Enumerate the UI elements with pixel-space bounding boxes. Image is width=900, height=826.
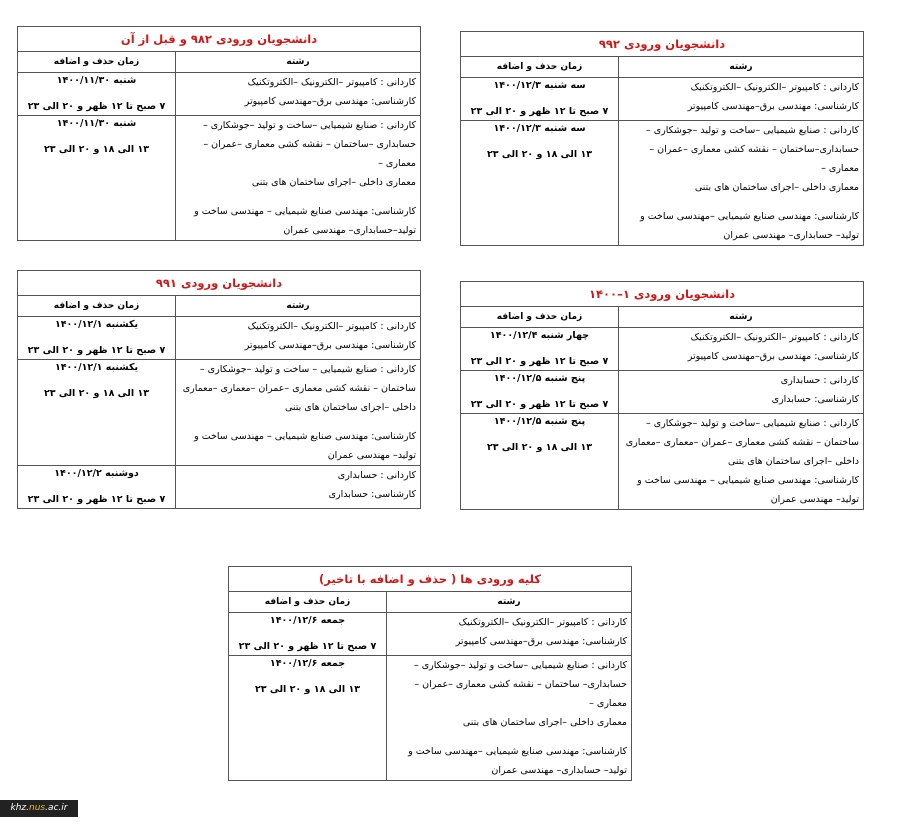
major-line: داخلی –اجرای ساختمان های بتنی: [727, 456, 860, 467]
major-line: کارشناسی: مهندسی برق–مهندسی کامپیوتر: [687, 351, 860, 362]
major-cell: [176, 360, 421, 466]
time-range: ۱۳ الی ۱۸ و ۲۰ الی ۲۳: [254, 684, 361, 695]
major-line: تولید– مهندسی عمران: [770, 494, 860, 505]
schedule-table-late: [228, 566, 632, 781]
major-line: داخلی –اجرای ساختمان های بتنی: [284, 402, 416, 413]
time-cell: [18, 360, 176, 466]
major-cell: [176, 317, 421, 360]
time-cell: [18, 317, 176, 360]
major-line: ساختمان – نقشه کشی معماری –عمران –معماری –معماری: [182, 383, 416, 394]
line-gap: [623, 197, 859, 207]
major-line: معماری داخلی –اجرای ساختمان های بتنی: [251, 177, 417, 188]
major-line: کارشناسی: مهندسی صنایع شیمیایی – مهندسی ساخت و: [637, 475, 860, 486]
major-line: معماری داخلی –اجرای ساختمان های بتنی: [694, 182, 859, 193]
major-cell: [176, 116, 421, 241]
table-row: [18, 360, 421, 466]
time-range: ۷ صبح تا ۱۲ ظهر و ۲۰ الی ۲۳: [470, 106, 609, 117]
major-line: کارشناسی: مهندسی صنایع شیمیایی –مهندسی ساخت و: [408, 746, 627, 757]
column-header-time: زمان حذف و اضافه: [18, 52, 176, 73]
major-cell: [387, 656, 632, 781]
major-line: تولید– حسابداری– مهندسی عمران: [723, 230, 859, 241]
table-row: [18, 73, 421, 116]
major-cell: [619, 414, 864, 510]
time-cell: [461, 371, 619, 414]
table-title: دانشجویان ورودی ۹۹۲: [461, 32, 864, 57]
schedule-table-992: [460, 31, 864, 246]
table-row: [461, 121, 864, 246]
table-row: [229, 613, 632, 656]
table-row: [461, 414, 864, 510]
major-line: حسابداری– ساختمان – نقشه کشی معماری –عمران –معماری –: [414, 679, 627, 709]
time-range: ۱۳ الی ۱۸ و ۲۰ الی ۲۳: [486, 149, 593, 160]
major-line: حسابداری –ساختمان – نقشه کشی معماری –عمران –معماری –: [203, 139, 417, 169]
table-title: دانشجویان ورودی ۹۸۲ و قبل از آن: [18, 27, 421, 52]
time-range: ۷ صبح تا ۱۲ ظهر و ۲۰ الی ۲۳: [470, 356, 609, 367]
time-range: ۷ صبح تا ۱۲ ظهر و ۲۰ الی ۲۳: [27, 494, 166, 505]
major-line: کاردانی : کامپیوتر –الکترونیک –الکتروتکنیک: [247, 77, 417, 88]
column-header-time: زمان حذف و اضافه: [461, 57, 619, 78]
major-line: کارشناسی: مهندسی برق–مهندسی کامپیوتر: [455, 636, 627, 647]
table-title: دانشجویان ورودی ۹۹۱: [18, 271, 421, 296]
day-date: دوشنبه ۱۴۰۰/۱۲/۲: [54, 468, 139, 479]
time-range: ۱۳ الی ۱۸ و ۲۰ الی ۲۳: [43, 144, 150, 155]
time-cell: [461, 328, 619, 371]
time-cell: [18, 116, 176, 241]
column-header-major: رشته: [619, 57, 864, 78]
time-cell: [18, 466, 176, 509]
major-line: معماری داخلی –اجرای ساختمان های بتنی: [462, 717, 627, 728]
line-gap: [180, 192, 416, 202]
major-line: تولید– مهندسی عمران: [327, 450, 416, 461]
time-cell: [229, 613, 387, 656]
major-cell: [176, 466, 421, 509]
major-line: کاردانی : کامپیوتر –الکترونیک –الکتروتکنیک: [458, 617, 627, 628]
table-title: کلیه ورودی ها ( حذف و اضافه با تاخیر): [229, 567, 632, 592]
column-header-major: رشته: [387, 592, 632, 613]
day-date: شنبه ۱۴۰۰/۱۱/۳۰: [56, 75, 137, 86]
major-line: کارشناسی: مهندسی صنایع شیمیایی –مهندسی ساخت و: [640, 211, 859, 222]
major-line: کاردانی : کامپیوتر –الکترونیک –الکتروتکنیک: [247, 321, 416, 332]
line-gap: [180, 417, 416, 427]
major-cell: [619, 371, 864, 414]
day-date: چهار شنبه ۱۴۰۰/۱۲/۴: [489, 330, 590, 341]
time-range: ۷ صبح تا ۱۲ ظهر و ۲۰ الی ۲۳: [470, 399, 609, 410]
day-date: شنبه ۱۴۰۰/۱۱/۳۰: [56, 118, 137, 129]
column-header-major: رشته: [619, 307, 864, 328]
line-gap: [391, 732, 627, 742]
major-line: کاردانی : حسابداری: [780, 375, 860, 386]
major-line: کاردانی : صنایع شیمیایی –ساخت و تولید –جوشکاری –: [413, 660, 627, 671]
column-header-time: زمان حذف و اضافه: [229, 592, 387, 613]
major-line: کارشناسی: مهندسی برق–مهندسی کامپیوتر: [244, 340, 416, 351]
time-cell: [461, 121, 619, 246]
major-line: تولید–حسابداری– مهندسی عمران: [283, 225, 417, 236]
major-line: کاردانی : صنایع شیمیایی –ساخت و تولید –جوشکاری –: [645, 418, 860, 429]
major-line: ساختمان – نقشه کشی معماری –عمران –معماری –معماری: [625, 437, 860, 448]
time-cell: [229, 656, 387, 781]
major-line: کارشناسی: مهندسی برق–مهندسی کامپیوتر: [244, 96, 417, 107]
major-line: کارشناسی: مهندسی برق–مهندسی کامپیوتر: [687, 101, 859, 112]
day-date: جمعه ۱۴۰۰/۱۲/۶: [269, 615, 346, 626]
day-date: یکشنبه ۱۴۰۰/۱۲/۱: [54, 319, 139, 330]
table-row: [461, 78, 864, 121]
major-line: حسابداری–ساختمان – نقشه کشی معماری –عمران –معماری –: [649, 144, 859, 174]
major-cell: [387, 613, 632, 656]
major-cell: [619, 78, 864, 121]
time-range: ۷ صبح تا ۱۲ ظهر و ۲۰ الی ۲۳: [27, 101, 166, 112]
schedule-table-991: [17, 270, 421, 509]
time-range: ۷ صبح تا ۱۲ ظهر و ۲۰ الی ۲۳: [27, 345, 166, 356]
major-cell: [176, 73, 421, 116]
table-row: [461, 371, 864, 414]
major-line: کاردانی : حسابداری: [337, 470, 416, 481]
day-date: یکشنبه ۱۴۰۰/۱۲/۱: [54, 362, 139, 373]
major-cell: [619, 121, 864, 246]
major-line: کاردانی : صنایع شیمیایی –ساخت و تولید –جوشکاری –: [202, 120, 417, 131]
table-title: دانشجویان ورودی ۱–۱۴۰۰: [461, 282, 864, 307]
column-header-time: زمان حذف و اضافه: [461, 307, 619, 328]
time-cell: [461, 78, 619, 121]
major-cell: [619, 328, 864, 371]
major-line: کاردانی : صنایع شیمیایی – ساخت و تولید –جوشکاری –: [199, 364, 416, 375]
column-header-major: رشته: [176, 52, 421, 73]
major-line: کاردانی : کامپیوتر –الکترونیک –الکتروتکنیک: [690, 332, 860, 343]
column-header-major: رشته: [176, 296, 421, 317]
major-line: تولید– حسابداری– مهندسی عمران: [491, 765, 627, 776]
time-cell: [18, 73, 176, 116]
major-line: کارشناسی: حسابداری: [328, 489, 416, 500]
schedule-table-1400-1: [460, 281, 864, 510]
column-header-time: زمان حذف و اضافه: [18, 296, 176, 317]
table-row: [229, 656, 632, 781]
major-line: کارشناسی: حسابداری: [771, 394, 860, 405]
day-date: پنج شنبه ۱۴۰۰/۱۲/۵: [493, 373, 586, 384]
site-watermark: khz.nus.ac.ir: [0, 800, 78, 817]
major-line: کاردانی : صنایع شیمیایی –ساخت و تولید –جوشکاری –: [645, 125, 859, 136]
day-date: سه شنبه ۱۴۰۰/۱۲/۳: [493, 123, 586, 134]
major-line: کارشناسی: مهندسی صنایع شیمیایی – مهندسی ساخت و: [194, 206, 417, 217]
time-range: ۷ صبح تا ۱۲ ظهر و ۲۰ الی ۲۳: [238, 641, 377, 652]
schedule-table-982: [17, 26, 421, 241]
time-cell: [461, 414, 619, 510]
day-date: جمعه ۱۴۰۰/۱۲/۶: [269, 658, 346, 669]
time-range: ۱۳ الی ۱۸ و ۲۰ الی ۲۳: [486, 442, 593, 453]
major-line: کاردانی : کامپیوتر –الکترونیک –الکتروتکنیک: [690, 82, 859, 93]
time-range: ۱۳ الی ۱۸ و ۲۰ الی ۲۳: [43, 388, 150, 399]
table-row: [18, 466, 421, 509]
day-date: سه شنبه ۱۴۰۰/۱۲/۳: [493, 80, 586, 91]
day-date: پنج شنبه ۱۴۰۰/۱۲/۵: [493, 416, 586, 427]
table-row: [461, 328, 864, 371]
table-row: [18, 317, 421, 360]
major-line: کارشناسی: مهندسی صنایع شیمیایی – مهندسی ساخت و: [194, 431, 416, 442]
table-row: [18, 116, 421, 241]
